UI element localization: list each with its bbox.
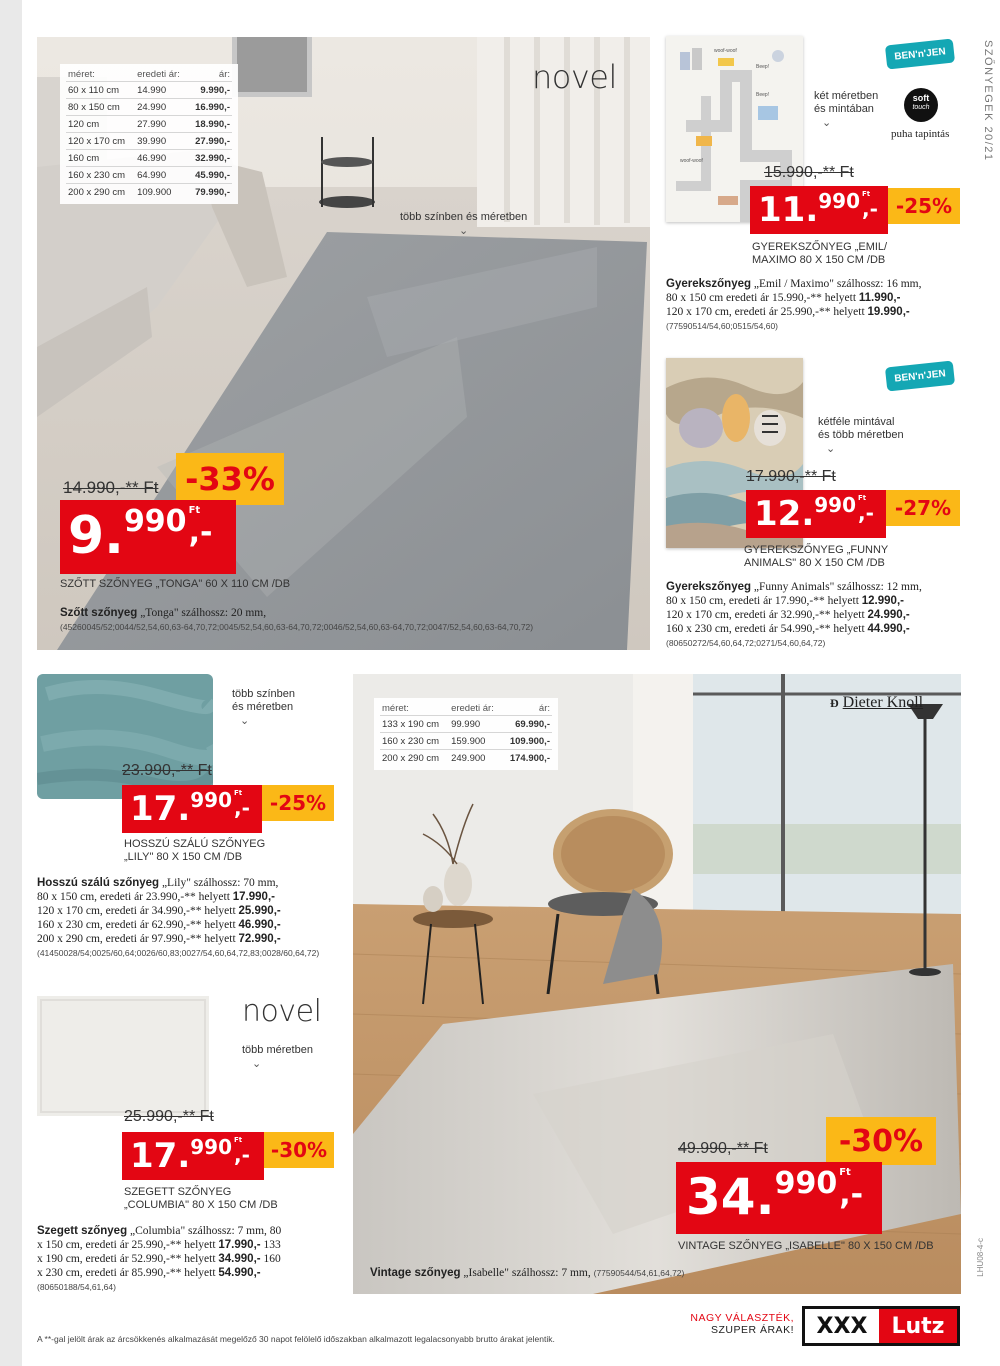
lily-price-box [122,785,262,833]
caption-line: GYEREKSZŐNYEG „EMIL/ [752,241,888,253]
cell-original: 109.900 [135,184,188,201]
availability-text: és mintában [814,103,874,115]
tonga-old-price: 14.990,-** Ft [63,478,159,497]
soft-touch-caption: puha tapintás [891,128,950,140]
funny-availability [818,416,904,455]
table-header-size: méret: [68,69,95,80]
map-sign: woof-woof [714,48,737,54]
price-cents: 990 [814,493,856,517]
cell-size: 200 x 290 cm [380,750,449,767]
desc-text: „Columbia" szálhossz: 7 mm, 80 [129,1225,282,1237]
availability-text: több színben [232,688,295,700]
table-row [66,82,232,99]
chevron-down-icon: ⌄ [458,224,469,237]
footer-code: LHU08-4-c [976,1238,985,1277]
cell-price: 45.990,- [188,167,232,184]
price-currency: Ft [233,1136,243,1144]
desc-title: Vintage szőnyeg [370,1267,461,1279]
desc-text: 80 x 150 cm, eredeti ár 23.990,-** helyett [37,891,233,903]
availability-text: és több méretben [818,429,904,441]
desc-text: 160 x 230 cm, eredeti ár 54.990,-** helyett [666,623,868,635]
desc-text: 200 x 290 cm, eredeti ár 97.990,-** helyett [37,933,239,945]
product-codes: (41450028/54;0025/60,64;0026/60,83;0027/54,60,64,72,83;0028/60,64,72) [37,948,320,958]
isabelle-discount-badge: -30% [826,1117,936,1165]
price-dash: ,- [839,1177,864,1212]
emil-discount-badge: -25% [888,188,960,224]
cell-original: 39.990 [135,133,188,150]
xxxlutz-logo [802,1306,960,1346]
cell-size: 133 x 190 cm [380,716,449,733]
tonga-description [60,606,650,634]
price-dash: ,- [188,515,213,550]
table-header-size: méret: [382,703,409,714]
cell-size: 160 x 230 cm [380,733,449,750]
emil-availability [814,90,878,129]
price-cents: 990 [190,1135,232,1159]
emil-description [666,277,966,333]
cell-price: 109.900,- [502,733,552,750]
desc-price: 17.990,- [218,1239,261,1251]
desc-text: x 190 cm, eredeti ár 52.990,-** helyett [37,1253,219,1265]
caption-line: „COLUMBIA" 80 X 150 CM /DB [124,1199,278,1211]
availability-text: kétféle mintával [818,416,895,428]
cell-price: 174.900,- [502,750,552,767]
funny-price-box [746,490,886,538]
map-sign: Beep! [756,92,770,98]
isabelle-brand-logo [830,694,923,712]
desc-text: 80 x 150 cm, eredeti ár 17.990,-** helyett [666,595,862,607]
lily-description [37,876,347,960]
cell-price: 69.990,- [502,716,552,733]
price-main: 17. [130,789,191,829]
cell-size: 160 x 230 cm [66,167,135,184]
lily-old-price: 23.990,-** Ft [122,762,212,779]
desc-price: 72.990,- [238,933,281,945]
cell-original: 27.990 [135,116,188,133]
funny-old-price: 17.990,-** Ft [746,468,836,485]
desc-price: 44.990,- [867,623,910,635]
desc-price: 17.990,- [232,891,275,903]
table-row [66,150,232,167]
funny-description [666,580,966,650]
columbia-old-price: 25.990,-** Ft [124,1108,214,1125]
shaggy-rug-illustration [37,674,213,799]
cell-original: 14.990 [135,82,188,99]
desc-text: „Funny Animals" szálhossz: 12 mm, [753,581,922,593]
desc-text: 160 x 230 cm, eredeti ár 62.990,-** helyett [37,919,239,931]
availability-text: két méretben [814,90,879,102]
price-main: 17. [130,1136,191,1176]
plain-rug-illustration [37,996,209,1116]
price-dash: ,- [857,501,874,525]
price-main: 11. [758,190,819,230]
columbia-availability [242,1044,313,1070]
cell-size: 160 cm [66,150,135,167]
price-currency: Ft [861,190,871,198]
desc-title: Szegett szőnyeg [37,1225,128,1237]
chevron-down-icon: ⌄ [252,1057,262,1070]
price-cents: 990 [774,1166,838,1201]
table-row [380,750,552,767]
table-header-price: ár: [538,703,550,714]
cell-size: 200 x 290 cm [66,184,135,201]
cell-original: 99.990 [449,716,502,733]
price-currency: Ft [857,494,867,502]
soft-label: soft [912,93,930,103]
price-currency: Ft [233,789,243,797]
product-codes: (45260045/52;0044/52,54,60,63-64,70,72;0045/52,54,60,63-64,70,72;0046/52,54,60,63-64,70,72;0047/52,54,60,63-64,70,72) [60,622,534,632]
cell-price: 18.990,- [188,116,232,133]
soft-touch-icon [904,88,938,122]
columbia-brand-logo: novel [242,994,322,1029]
columbia-price-box [122,1132,264,1180]
table-row [380,716,552,733]
cell-price: 9.990,- [188,82,232,99]
columbia-caption [124,1186,278,1212]
slogan-line: NAGY VÁLASZTÉK, [690,1312,794,1324]
cell-size: 80 x 150 cm [66,99,135,116]
desc-price: 12.990,- [861,595,904,607]
funny-caption [744,544,888,570]
table-row [66,116,232,133]
columbia-discount-badge: -30% [264,1132,334,1168]
desc-price: 54.990,- [218,1267,261,1279]
desc-price: 24.990,- [867,609,910,621]
cell-original: 64.990 [135,167,188,184]
desc-text: 120 x 170 cm, eredeti ár 34.990,-** helyett [37,905,239,917]
desc-text: „Isabelle" szálhossz: 7 mm, [463,1267,591,1279]
product-codes: (80650272/54,60,64,72;0271/54,60,64,72) [666,638,826,648]
product-codes: (77590514/54,60;0515/54,60) [666,321,779,331]
price-main: 12. [754,494,815,534]
funny-discount-badge: -27% [886,490,960,526]
desc-title: Gyerekszőnyeg [666,278,752,290]
price-main: 9. [68,506,124,566]
desc-text: „Tonga" szálhossz: 20 mm, [140,607,267,619]
tonga-discount-badge: -33% [176,453,284,505]
caption-line: ANIMALS" 80 X 150 CM /DB [744,557,885,569]
desc-title: Gyerekszőnyeg [666,581,752,593]
dk-monogram-icon: Ɖ [830,696,839,710]
tonga-caption: SZŐTT SZŐNYEG „TONGA" 60 X 110 CM /DB [60,578,291,590]
price-cents: 990 [818,189,860,213]
logo-lutz: Lutz [879,1309,957,1343]
tonga-price-box [60,500,236,574]
price-cents: 990 [190,788,232,812]
lily-discount-badge: -25% [262,785,334,821]
caption-line: GYEREKSZŐNYEG „FUNNY [744,544,889,556]
map-sign: woof-woof [680,158,703,164]
emil-brand-badge: BEN'n'JEN [885,39,955,70]
side-section-label: SZŐNYEGEK 20/21 [982,40,994,162]
cell-price: 16.990,- [188,99,232,116]
caption-line: MAXIMO 80 X 150 CM /DB [752,254,886,266]
isabelle-caption: VINTAGE SZŐNYEG „ISABELLE" 80 X 150 CM /DB [678,1240,934,1252]
table-header-original: eredeti ár: [137,69,180,80]
desc-price: 11.990,- [858,292,901,304]
columbia-rug-photo [37,996,209,1116]
price-dash: ,- [861,197,878,221]
cell-price: 32.990,- [188,150,232,167]
footer-disclaimer: A **-gal jelölt árak az árcsökkenés alkalmazását megelőző 30 napot felölelő időszakban alkalmazott legalacsonyabb brutto árakat jelentik. [37,1334,555,1344]
logo-xxx: XXX [816,1313,868,1339]
desc-title: Szőtt szőnyeg [60,607,138,619]
isabelle-price-box [676,1162,882,1234]
isabelle-description [370,1266,790,1280]
chevron-down-icon: ⌄ [240,714,250,727]
map-sign: Beep! [756,64,770,70]
table-row [66,133,232,150]
table-row [66,99,232,116]
product-codes: (77590544/54,61,64,72) [593,1268,685,1278]
footer-slogan [676,1312,794,1336]
desc-price: 46.990,- [238,919,281,931]
emil-old-price: 15.990,-** Ft [764,164,854,181]
product-codes: (80650188/54,61,64) [37,1282,116,1292]
brand-name: Dieter Knoll [842,694,924,711]
desc-text: 133 [260,1239,281,1251]
price-currency: Ft [839,1167,851,1178]
price-main: 34. [686,1168,775,1226]
isabelle-old-price: 49.990,-** Ft [678,1140,768,1157]
slogan-line: SZUPER ÁRAK! [710,1324,794,1336]
cell-original: 249.900 [449,750,502,767]
price-dash: ,- [233,796,250,820]
desc-text: x 230 cm, eredeti ár 85.990,-** helyett [37,1267,219,1279]
lily-availability [232,688,295,727]
touch-label: touch [912,104,930,111]
table-row [380,733,552,750]
cell-original: 46.990 [135,150,188,167]
table-header-original: eredeti ár: [451,703,494,714]
desc-text: 160 [260,1253,281,1265]
chevron-down-icon: ⌄ [822,116,832,129]
caption-line: „LILY" 80 X 150 CM /DB [124,851,243,863]
desc-text: „Emil / Maximo" szálhossz: 16 mm, [753,278,922,290]
desc-title: Hosszú szálú szőnyeg [37,877,160,889]
desc-text: 120 x 170 cm, eredeti ár 32.990,-** helyett [666,609,868,621]
left-page-margin [0,0,22,1366]
desc-price: 19.990,- [867,306,910,318]
cell-original: 24.990 [135,99,188,116]
table-header-price: ár: [218,69,230,80]
cell-size: 120 cm [66,116,135,133]
cell-price: 79.990,- [188,184,232,201]
table-row [66,184,232,201]
price-cents: 990 [123,504,187,539]
desc-text: „Lily" szálhossz: 70 mm, [161,877,279,889]
caption-line: HOSSZÚ SZÁLÚ SZŐNYEG [124,838,266,850]
desc-text: 120 x 170 cm, eredeti ár 25.990,-** helyett [666,306,868,318]
cell-size: 120 x 170 cm [66,133,135,150]
tonga-price-table [60,64,238,204]
availability-text: és méretben [232,701,294,713]
tonga-brand-logo: novel [532,58,617,96]
caption-line: SZEGETT SZŐNYEG [124,1186,232,1198]
availability-text: több méretben [242,1044,313,1056]
price-currency: Ft [188,505,201,516]
emil-caption [752,241,887,267]
desc-text: x 150 cm, eredeti ár 25.990,-** helyett [37,1239,219,1251]
tonga-availability [400,211,527,237]
availability-text: több színben és méretben [400,211,528,223]
desc-text: 80 x 150 cm eredeti ár 15.990,-** helyett [666,292,859,304]
chevron-down-icon: ⌄ [826,442,836,455]
table-row [66,167,232,184]
emil-price-box [750,186,888,234]
funny-brand-badge: BEN'n'JEN [885,361,955,392]
columbia-description [37,1224,337,1294]
isabelle-price-table [374,698,558,770]
price-dash: ,- [233,1143,250,1167]
lily-caption [124,838,265,864]
lily-rug-photo [37,674,213,799]
desc-price: 25.990,- [238,905,281,917]
cell-original: 159.900 [449,733,502,750]
desc-price: 34.990,- [218,1253,261,1265]
cell-size: 60 x 110 cm [66,82,135,99]
cell-price: 27.990,- [188,133,232,150]
